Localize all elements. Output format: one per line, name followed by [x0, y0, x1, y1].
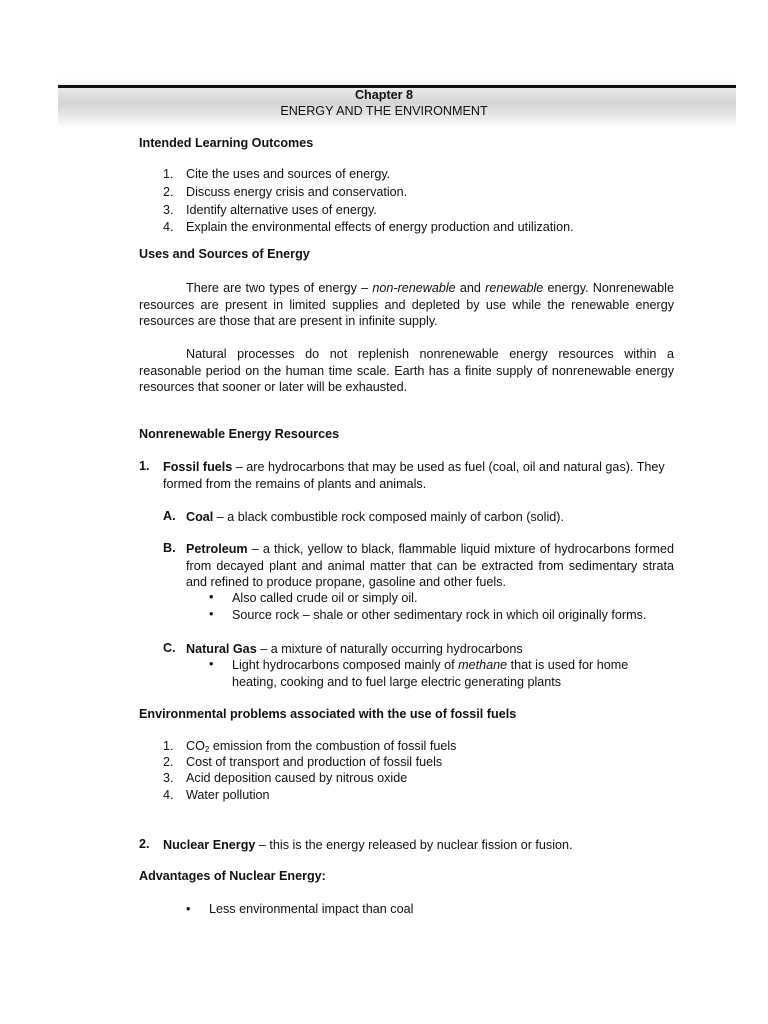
- nuclear-num: 2.: [139, 837, 150, 851]
- coal-item: Coal – a black combustible rock composed mainly of carbon (solid).: [186, 510, 564, 524]
- outcomes-heading: Intended Learning Outcomes: [139, 136, 314, 150]
- chapter-title: ENERGY AND THE ENVIRONMENT: [280, 104, 488, 118]
- bullet-icon: •: [209, 657, 214, 671]
- problem-num: 2.: [163, 755, 174, 769]
- nonrenewable-heading: Nonrenewable Energy Resources: [139, 427, 340, 441]
- fossil-num: 1.: [139, 459, 150, 473]
- outcome-num: 4.: [163, 220, 174, 234]
- bullet-icon: •: [209, 607, 214, 621]
- nuclear-energy-item: Nuclear Energy – this is the energy released by nuclear fission or fusion.: [163, 838, 573, 852]
- problem-item: Acid deposition caused by nitrous oxide: [186, 771, 408, 785]
- uses-paragraph-2: Natural processes do not replenish nonrenewable energy resources within a reasonable period on the human time scale. Earth has a finite supply of nonrenewable energy resources that sooner or later will be exhausted.: [139, 347, 674, 394]
- bullet-icon: •: [209, 590, 214, 604]
- uses-paragraph-1: There are two types of energy – non-renewable and renewable energy. Nonrenewable resources are present in limited supplies and depleted by use while the renewable energy resources are those that are present in infinite supply.: [139, 281, 674, 328]
- outcome-item: Discuss energy crisis and conservation.: [186, 185, 408, 199]
- problem-num: 3.: [163, 771, 174, 785]
- problem-item: $CO_2$ emission from the combustion of fossil fuels: [186, 739, 457, 754]
- natural-gas-bullet: Light hydrocarbons composed mainly of methane that is used for home heating, cooking and to fuel large electric generating plants: [232, 658, 629, 689]
- chapter-label: Chapter 8: [354, 88, 414, 102]
- problem-num: 1.: [163, 739, 174, 753]
- outcome-item: Identify alternative uses of energy.: [186, 203, 377, 217]
- gas-letter: C.: [163, 641, 176, 655]
- outcome-item: Explain the environmental effects of energy production and utilization.: [186, 220, 574, 234]
- outcome-num: 1.: [163, 167, 174, 181]
- problem-item: Cost of transport and production of fossil fuels: [186, 755, 443, 769]
- bullet-icon: •: [186, 902, 191, 916]
- coal-letter: A.: [163, 509, 176, 523]
- natural-gas-item: Natural Gas – a mixture of naturally occurring hydrocarbons: [186, 642, 523, 656]
- outcome-num: 3.: [163, 203, 174, 217]
- problem-item: Water pollution: [186, 788, 270, 802]
- petroleum-letter: B.: [163, 541, 176, 555]
- problem-num: 4.: [163, 788, 174, 802]
- uses-heading: Uses and Sources of Energy: [139, 247, 310, 261]
- advantages-heading: Advantages of Nuclear Energy:: [139, 869, 326, 883]
- problems-heading: Environmental problems associated with the use of fossil fuels: [139, 707, 517, 721]
- petroleum-item: Petroleum – a thick, yellow to black, flammable liquid mixture of hydrocarbons formed from decayed plant and animal matter that can be extracted from sedimentary strata and refined to produce propane, gasoline and other fuels.: [186, 542, 674, 589]
- advantage-item: Less environmental impact than coal: [209, 902, 414, 916]
- petroleum-bullet: Also called crude oil or simply oil.: [232, 591, 418, 605]
- outcome-item: Cite the uses and sources of energy.: [186, 167, 391, 181]
- outcome-num: 2.: [163, 185, 174, 199]
- fossil-fuels-item: Fossil fuels – are hydrocarbons that may be used as fuel (coal, oil and natural gas). They formed from the remains of plants and animals.: [163, 460, 665, 491]
- petroleum-bullet: Source rock – shale or other sedimentary rock in which oil originally forms.: [232, 608, 647, 622]
